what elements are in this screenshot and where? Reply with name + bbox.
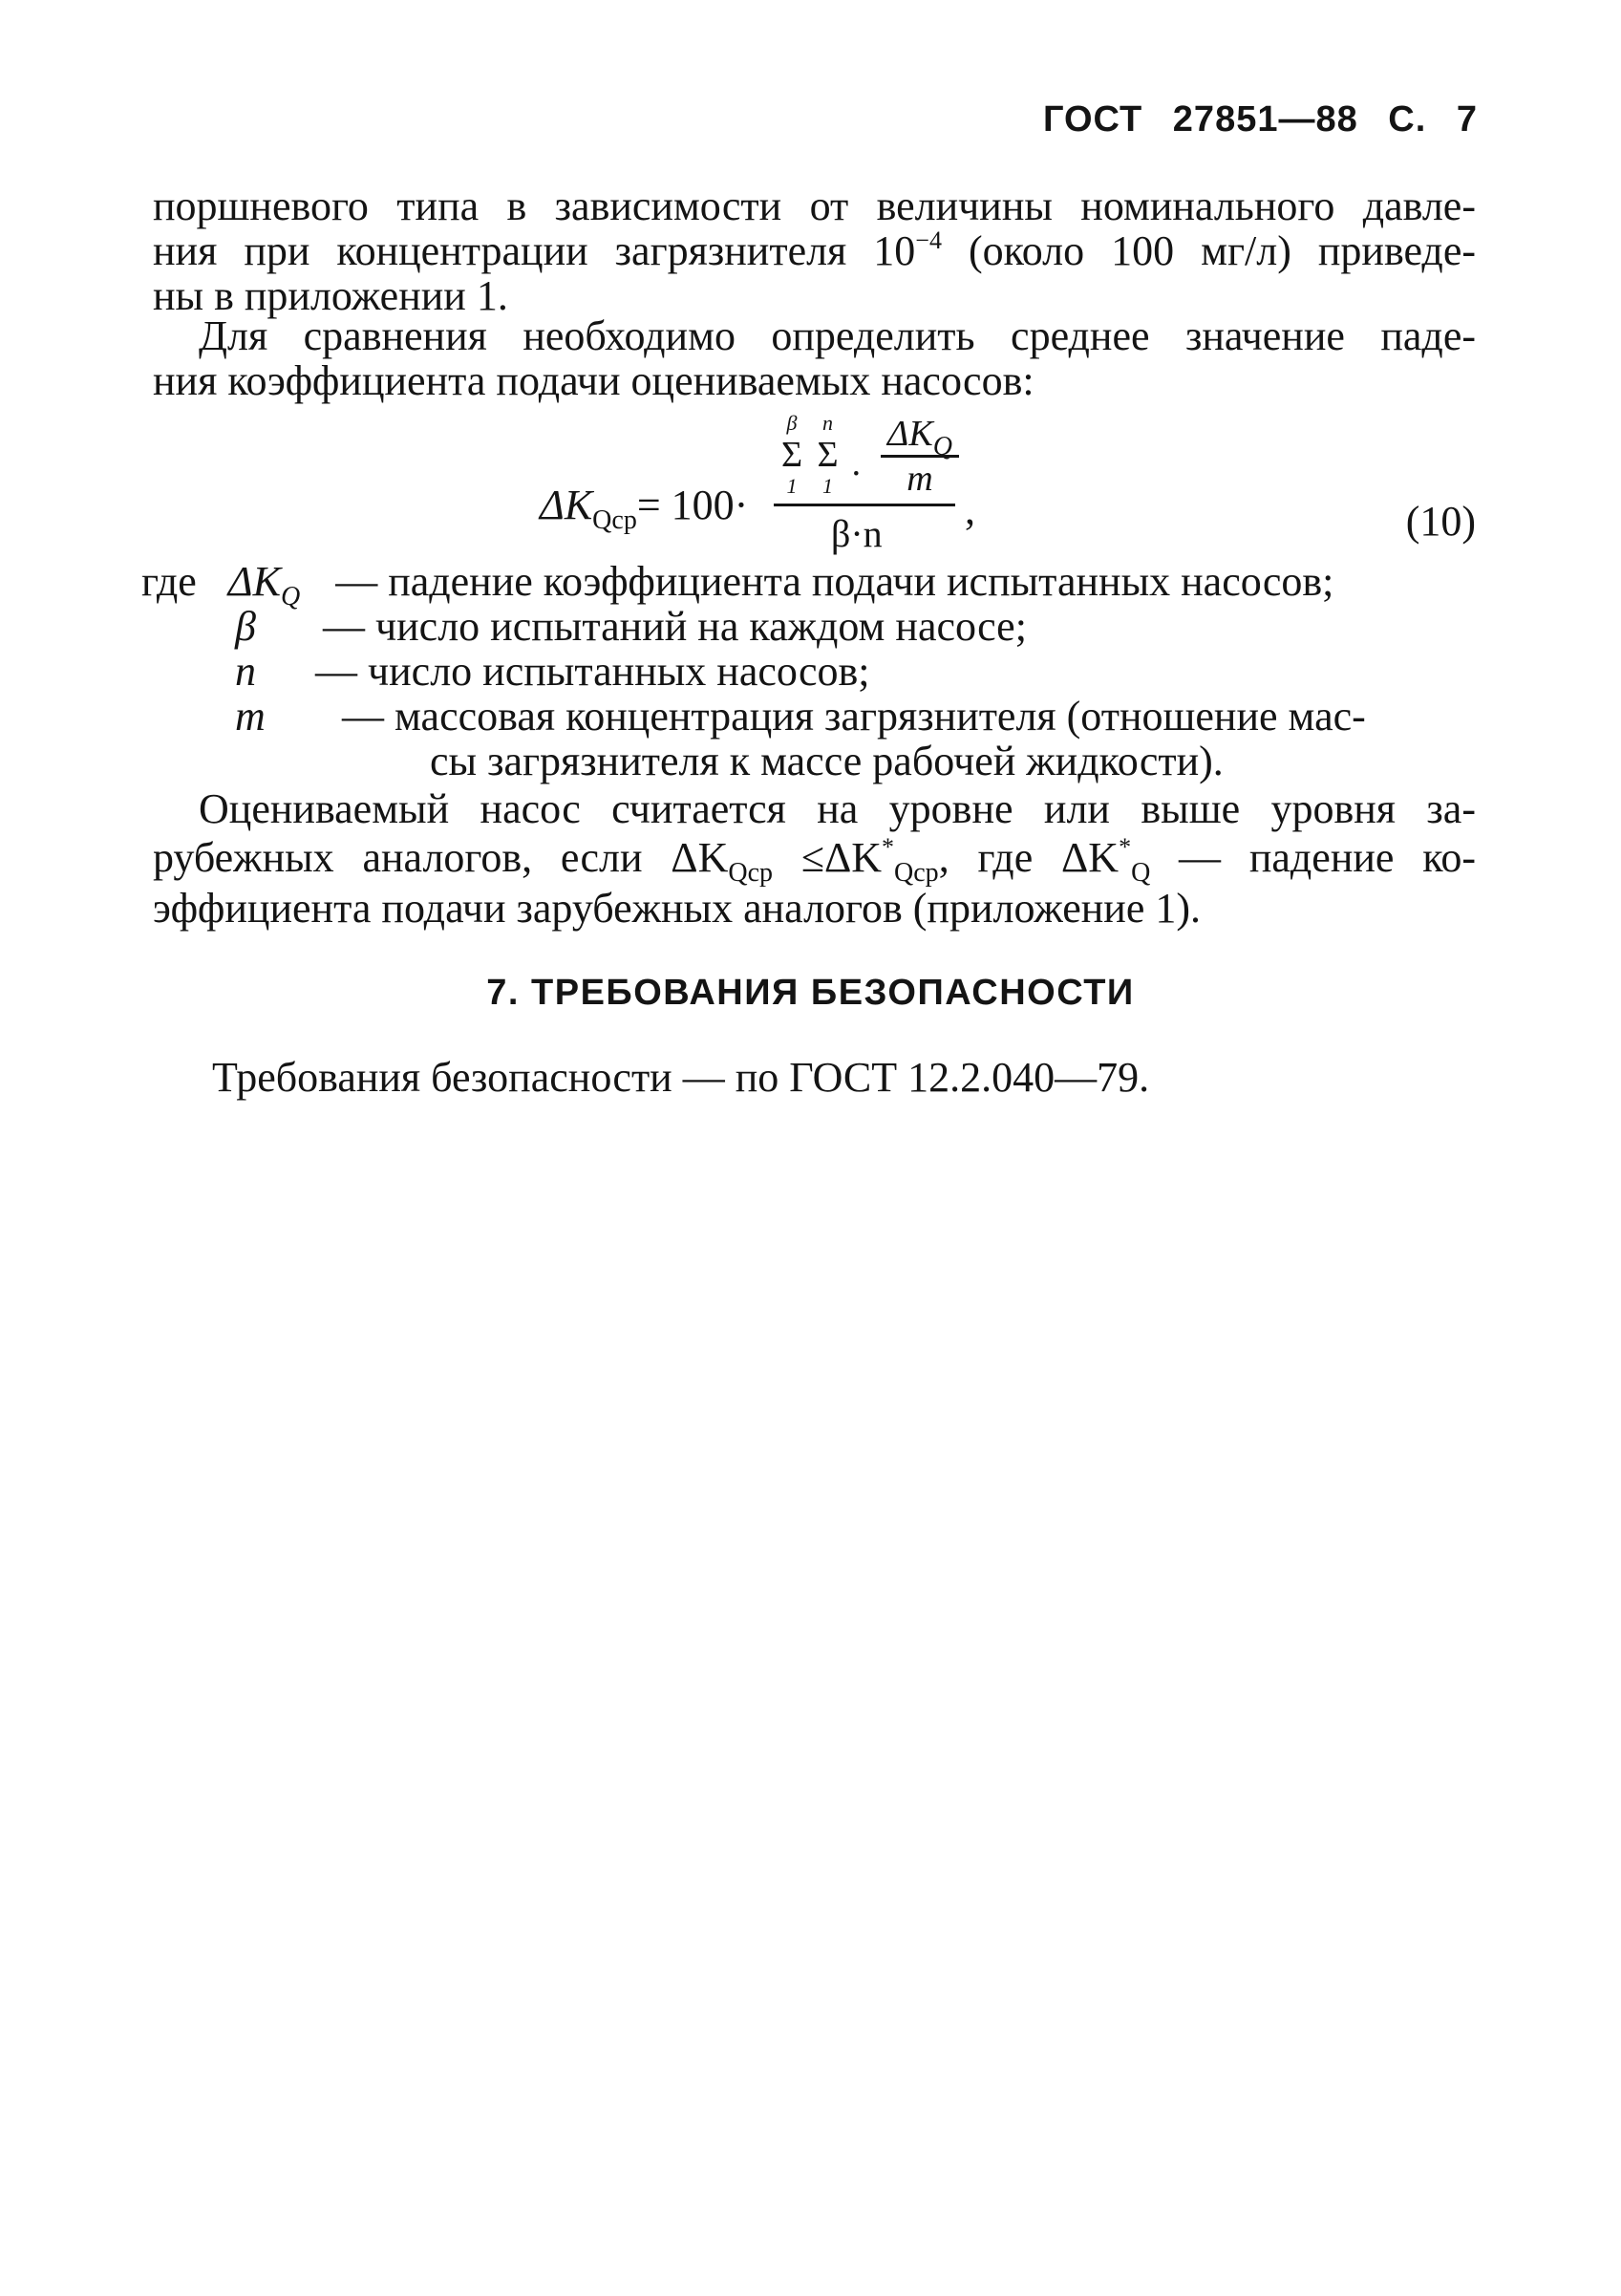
legend-text: — падение коэффициента подачи испытанных насосов;: [335, 558, 1334, 605]
text-line: ния коэффициента подачи оцениваемых насосов:: [153, 357, 1034, 404]
sum-upper-limit: n: [822, 411, 833, 435]
section-heading: 7. ТРЕБОВАНИЯ БЕЗОПАСНОСТИ: [486, 973, 1135, 1013]
legend-text: — массовая концентрация загрязнителя (отношение мас-: [342, 693, 1366, 740]
formula-subscript: Qср: [894, 858, 939, 888]
formula-subscript: Q: [1131, 858, 1151, 888]
inner-fraction: [877, 413, 963, 500]
legend-symbol: β: [235, 603, 256, 650]
legend-row: [235, 603, 1027, 650]
text-line: ны в приложении 1.: [153, 272, 508, 319]
text-line: Оцениваемый насос считается на уровне или выше уровня за-: [199, 785, 1476, 832]
legend-row: [235, 648, 870, 695]
sum-upper-limit: β: [786, 411, 798, 435]
formula-equals: = 100·: [636, 482, 749, 528]
legend-text: — число испытанных насосов;: [315, 648, 870, 695]
legend-continuation: сы загрязнителя к массе рабочей жидкости).: [430, 738, 1224, 784]
text-line: Для сравнения необходимо определить среднее значение паде-: [199, 312, 1476, 359]
paragraph-evaluation: [153, 786, 1476, 931]
text-line: [153, 228, 1476, 273]
text-fragment: рубежных аналогов, если ΔK: [153, 834, 729, 881]
formula-subscript: Q: [932, 432, 952, 461]
formula-subscript: Q: [280, 582, 301, 612]
exponent: −4: [915, 226, 942, 254]
page-header: ГОСТ 27851—88 С. 7: [1042, 99, 1478, 139]
sum-lower-limit: 1: [786, 474, 798, 498]
legend-text: — число испытаний на каждом насосе;: [323, 603, 1027, 650]
formula-symbol: ΔK: [887, 414, 933, 454]
formula-sums: [779, 413, 863, 503]
text-line: поршневого типа в зависимости от величины номинального давле-: [153, 182, 1476, 229]
legend-symbol: m: [235, 693, 266, 740]
legend-intro: где: [141, 558, 197, 605]
formula-number: (10): [1405, 498, 1476, 545]
paragraph-pump-type: [153, 183, 1476, 318]
formula-symbol: ΔK: [227, 558, 281, 605]
text-fragment: ния при концентрации загрязнителя 10: [153, 227, 916, 274]
formula-lhs: [540, 481, 749, 535]
text-line: эффициента подачи зарубежных аналогов (приложение 1).: [153, 885, 1202, 932]
formula-comma: ,: [965, 486, 975, 533]
sum-beta: [779, 413, 805, 497]
sum-lower-limit: 1: [822, 474, 833, 498]
legend-symbol: [227, 558, 301, 612]
inner-denominator: [877, 458, 963, 500]
formula-symbol: ΔK: [540, 482, 593, 528]
legend-symbol: n: [235, 648, 256, 695]
text-fragment: — падение ко-: [1150, 834, 1476, 881]
legend-row: [141, 558, 1334, 612]
sigma-symbol: Σ: [780, 435, 803, 475]
inner-numerator: [877, 413, 963, 461]
formula-subscript: Qср: [728, 858, 774, 888]
formula-superscript: *: [882, 833, 895, 861]
sum-n: [815, 413, 842, 497]
safety-requirements-text: Требования безопасности — по ГОСТ 12.2.040—79.: [212, 1054, 1150, 1101]
text-fragment: (около 100 мг/л) приведе-: [941, 227, 1476, 274]
text-fragment: , где ΔK: [938, 834, 1120, 881]
main-fraction-bar: [774, 504, 955, 506]
formula-dot: ·: [850, 454, 863, 494]
sigma-symbol: Σ: [817, 435, 839, 475]
text-line: [153, 833, 1476, 888]
formula-subscript: Qср: [592, 505, 637, 535]
formula-symbol: m: [906, 459, 933, 499]
paragraph-comparison: [153, 313, 1476, 403]
main-denominator: β·n: [831, 512, 883, 555]
legend-row: [235, 693, 1366, 740]
text-fragment: ≤ΔK: [773, 834, 883, 881]
formula-superscript: *: [1119, 833, 1132, 861]
